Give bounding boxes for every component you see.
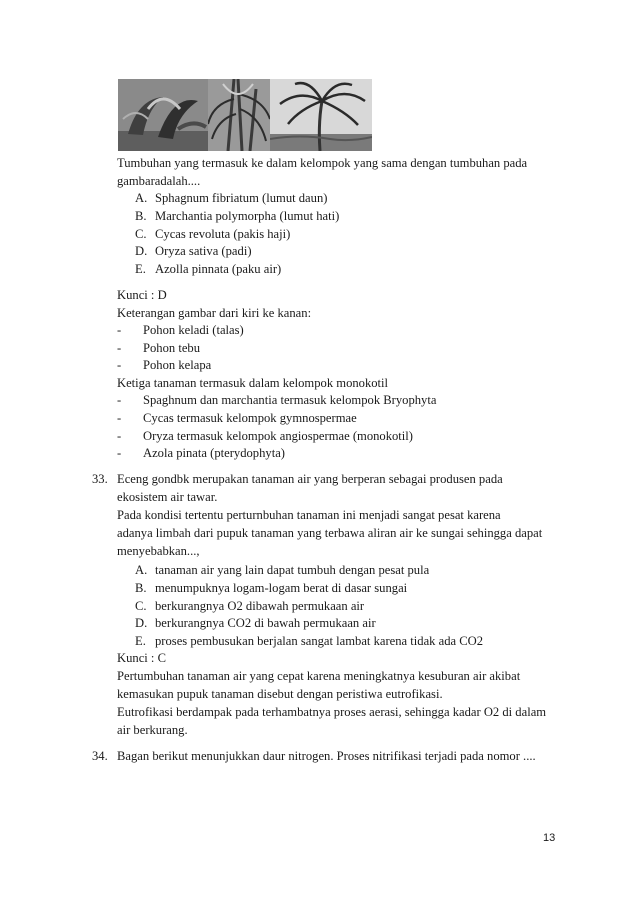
q33-answer-key: Kunci : C — [117, 651, 166, 665]
bullet-dash: - — [117, 411, 122, 425]
q33-explanation-line-4: air berkurang. — [117, 723, 188, 737]
q32-group-item-1: Spaghnum dan marchantia termasuk kelompok Bryophyta — [143, 393, 437, 407]
q32-group-item-3: Oryza termasuk kelompok angiospermae (monokotil) — [143, 429, 413, 443]
q32-option-b-text: Marchantia polymorpha (lumut hati) — [155, 209, 340, 223]
q32-option-a-letter: A. — [135, 191, 148, 205]
bullet-dash: - — [117, 393, 122, 407]
q32-option-e-text: Azolla pinnata (paku air) — [155, 262, 282, 276]
q32-explanation-title: Keterangan gambar dari kiri ke kanan: — [117, 306, 312, 320]
bullet-dash: - — [117, 446, 122, 460]
q32-option-b-letter: B. — [135, 209, 147, 223]
q33-option-d-letter: D. — [135, 616, 148, 630]
q33-option-c-letter: C. — [135, 599, 147, 613]
q33-stem-line-4: adanya limbah dari pupuk tanaman yang terbawa aliran air ke sungai sehingga dapat — [117, 526, 543, 540]
q33-option-a-text: tanaman air yang lain dapat tumbuh dengan pesat pula — [155, 563, 430, 577]
q32-option-d-letter: D. — [135, 244, 148, 258]
q33-stem-line-3: Pada kondisi tertentu perturnbuhan tanaman ini menjadi sangat pesat karena — [117, 508, 501, 522]
q33-explanation-line-2: kemasukan pupuk tanaman disebut dengan peristiwa eutrofikasi. — [117, 687, 443, 701]
q32-option-d-text: Oryza sativa (padi) — [155, 244, 252, 258]
q32-stem-line-2: gambaradalah.... — [117, 174, 201, 188]
q33-number: 33. — [92, 472, 108, 486]
bullet-dash: - — [117, 358, 122, 372]
q32-picture-item-1: Pohon keladi (talas) — [143, 323, 244, 337]
coconut-tree-photo — [270, 79, 372, 151]
q33-explanation-line-1: Pertumbuhan tanaman air yang cepat karena meningkatnya kesuburan air akibat — [117, 669, 521, 683]
q33-option-a-letter: A. — [135, 563, 148, 577]
q32-option-c-letter: C. — [135, 227, 147, 241]
q32-answer-key: Kunci : D — [117, 288, 167, 302]
q34-number: 34. — [92, 749, 108, 763]
q32-stem-line-1: Tumbuhan yang termasuk ke dalam kelompok yang sama dengan tumbuhan pada — [117, 156, 528, 170]
q32-group-item-4: Azola pinata (pterydophyta) — [143, 446, 285, 460]
bullet-dash: - — [117, 323, 122, 337]
q32-option-a-text: Sphagnum fibriatum (lumut daun) — [155, 191, 328, 205]
plant-photos — [118, 79, 372, 151]
q33-option-b-letter: B. — [135, 581, 147, 595]
page-number: 13 — [543, 832, 556, 844]
q32-picture-item-3: Pohon kelapa — [143, 358, 212, 372]
q32-option-e-letter: E. — [135, 262, 146, 276]
q33-stem-line-5: menyebabkan..., — [117, 544, 200, 558]
q33-explanation-line-3: Eutrofikasi berdampak pada terhambatnya proses aerasi, sehingga kadar O2 di dalam — [117, 705, 547, 719]
q34-stem: Bagan berikut menunjukkan daur nitrogen. Proses nitrifikasi terjadi pada nomor .... — [117, 749, 536, 763]
bullet-dash: - — [117, 341, 122, 355]
q33-option-b-text: menumpuknya logam-logam berat di dasar sungai — [155, 581, 408, 595]
q32-option-c-text: Cycas revoluta (pakis haji) — [155, 227, 291, 241]
q32-note: Ketiga tanaman termasuk dalam kelompok monokotil — [117, 376, 389, 390]
q33-stem-line-2: ekosistem air tawar. — [117, 490, 218, 504]
q33-option-c-text: berkurangnya O2 dibawah permukaan air — [155, 599, 365, 613]
q33-option-e-letter: E. — [135, 634, 146, 648]
bullet-dash: - — [117, 429, 122, 443]
q32-group-item-2: Cycas termasuk kelompok gymnospermae — [143, 411, 357, 425]
sugarcane-plant-photo — [208, 79, 270, 151]
q33-option-e-text: proses pembusukan berjalan sangat lambat karena tidak ada CO2 — [155, 634, 484, 648]
q32-picture-item-2: Pohon tebu — [143, 341, 201, 355]
q33-stem-line-1: Eceng gondbk merupakan tanaman air yang berperan sebagai produsen pada — [117, 472, 503, 486]
taro-plant-photo — [118, 79, 208, 151]
q33-option-d-text: berkurangnya CO2 di bawah permukaan air — [155, 616, 376, 630]
